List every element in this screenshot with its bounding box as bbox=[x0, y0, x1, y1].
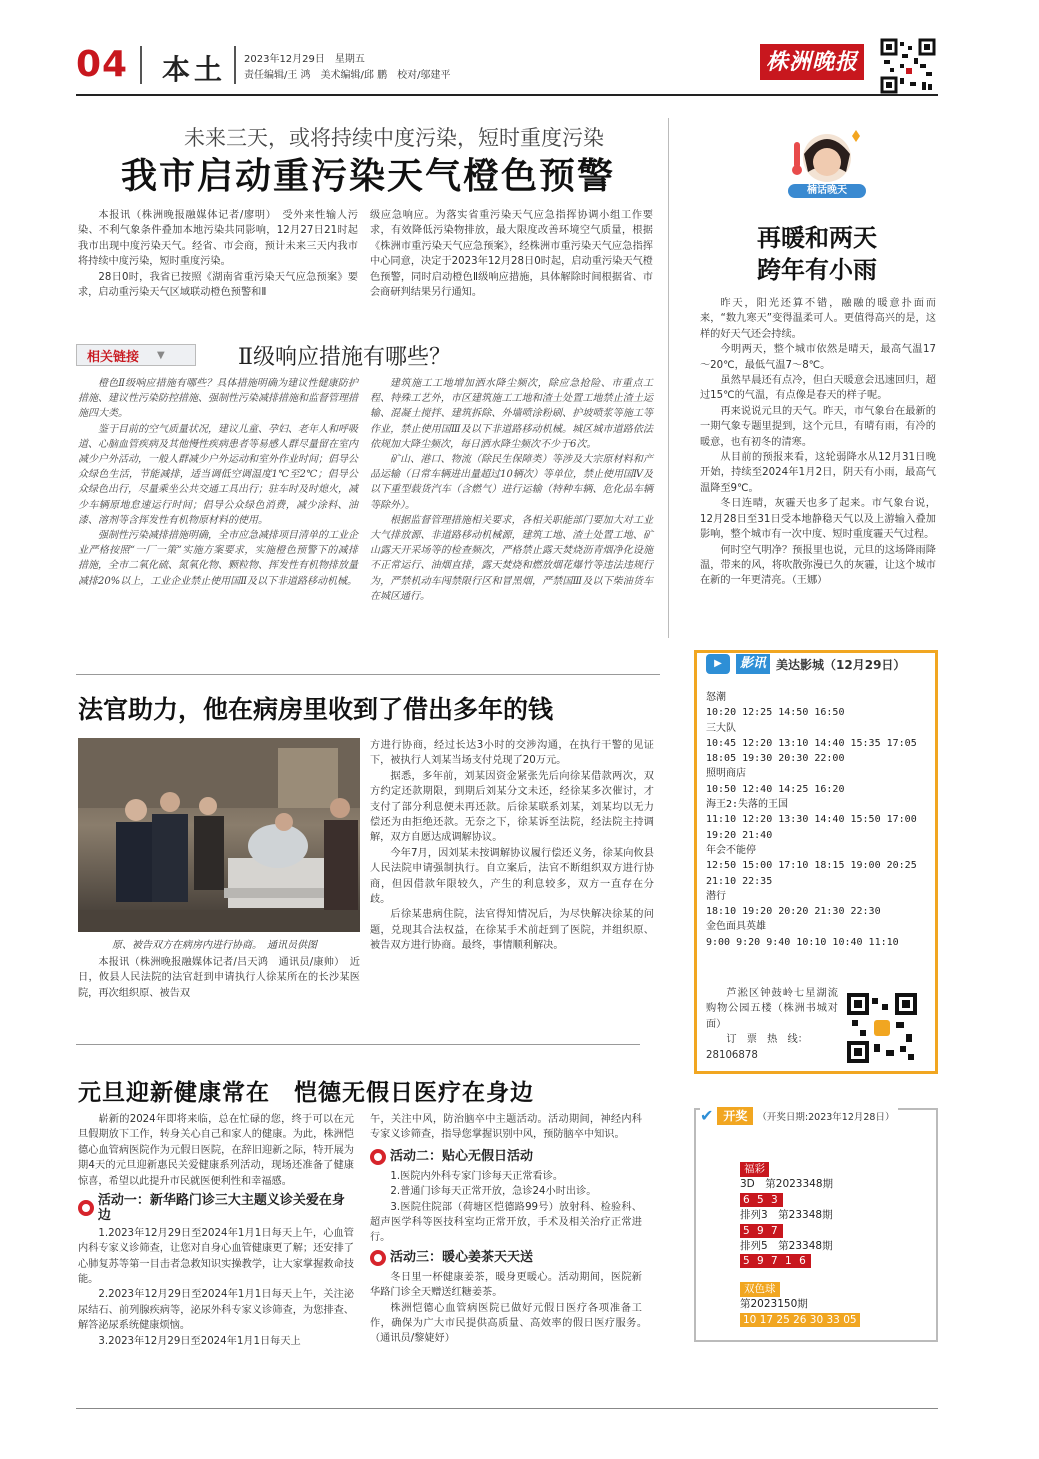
activity-2-title bbox=[370, 1149, 642, 1165]
film-times: 10:50 12:40 14:25 16:20 bbox=[706, 783, 845, 795]
lottery-pl3-label: 排列3 第23348期 bbox=[740, 1209, 833, 1222]
film-title: 照明商店 bbox=[706, 768, 746, 780]
related-title: Ⅱ级响应措施有哪些？ bbox=[238, 345, 451, 370]
weather-badge-label: 楠话晚天 bbox=[807, 185, 847, 196]
weather-paragraph: 虽然早晨还有点冷，但白天暖意会迅速回归，超过15℃的气温，有点像是春天的样子呢。 bbox=[700, 375, 936, 402]
film-camera-icon: ▶ bbox=[706, 654, 730, 674]
lead-paragraph: 28日0时，我省已按照《湖南省重污染天气应急预案》要求，启动重污染天气区域联动橙色预警和Ⅱ bbox=[78, 271, 358, 299]
health-col-2 bbox=[370, 1112, 663, 1347]
activity-3-item: 冬日里一杯健康姜茶，暖身更暖心。活动期间，医院新华路门诊全天赠送红糖姜茶。 bbox=[370, 1271, 642, 1299]
related-tag bbox=[76, 344, 196, 366]
health-paragraph: 午，关注中风，防治脑卒中主题活动。活动期间，神经内科专家义诊筛查，指导您掌握识别中风，预防脑卒中知识。 bbox=[370, 1114, 642, 1141]
related-paragraph: 鉴于目前的空气质量状况，建议儿童、孕妇、老年人和呼吸道、心脑血管疾病及其他慢性疾病患者等易感人群尽量留在室内减少户外活动，一般人群减少户外运动和室外作业时间；倡导公众绿色生活，节能减排，适当调低空调温度1℃至2℃；倡导公众绿色出行，尽量乘坐公共交通工具出行；驻车时及时熄火，减少车辆原地怠速运行时间；倡导公众绿色消费，减少涂料、油漆、溶剂等含挥发性有机物原材料的使用。 bbox=[78, 423, 358, 526]
activity-1-item: 1.2023年12月29日至2024年1月1日每天上午，心血管内科专家义诊筛查，让您对自身心血管健康更了解；还安排了心肺复苏等第一目击者急救知识实操教学，让大家掌握救命技能。 bbox=[78, 1227, 354, 1286]
film-title: 潜行 bbox=[706, 890, 726, 902]
court-paragraph: 方进行协商，经过长达3小时的交涉沟通，在执行干警的见证下，被执行人刘某当场支付兑现了20万元。 bbox=[370, 740, 654, 767]
film-times: 10:20 12:25 14:50 16:50 bbox=[706, 707, 845, 719]
masthead-divider bbox=[140, 46, 142, 84]
lead-title: 我市启动重污染天气橙色预警 bbox=[120, 155, 615, 197]
weather-paragraph: 从目前的预报来看，这轮弱降水从12月31日晚开始，持续至2024年1月2日，阴天有小雨，最高气温降至9℃。 bbox=[700, 452, 936, 494]
lead-col-1 bbox=[78, 208, 358, 300]
lottery-pl3-numbers: 5 9 7 bbox=[740, 1224, 783, 1238]
lottery-ssq-label: 第2023150期 bbox=[740, 1298, 808, 1311]
weather-badge-illustration bbox=[784, 124, 870, 206]
activity-2-item: 3.医院住院部（荷塘区恺德路99号）放射科、检验科、超声医学科等医技科室均正常开放，手术及相关治疗正常进行。 bbox=[370, 1201, 642, 1244]
court-paragraph: 本报讯（株洲晚报融媒体记者/吕天鸿 通讯员/康帅） 近日，攸县人民法院的法官赶到申请执行人徐某所在的长沙某医院，再次组织原、被告双 bbox=[78, 957, 360, 999]
weather-body bbox=[700, 296, 936, 589]
editors-line: 责任编辑/王 鸿 美术编辑/邱 鹏 校对/邬建平 bbox=[244, 70, 451, 81]
masthead-rule bbox=[76, 94, 938, 96]
paper-logo: 株洲晚报 bbox=[760, 44, 864, 80]
cinema-address: 芦淞区钟鼓岭七星湖流购物公园五楼（株洲书城对面） bbox=[706, 988, 838, 1030]
lottery-3d-label: 3D 第2023348期 bbox=[740, 1178, 834, 1191]
related-col-1 bbox=[78, 376, 358, 589]
section-rule bbox=[76, 674, 660, 675]
activity-3-item: 株洲恺德心血管病医院已做好元假日医疗各项准备工作，确保为广大市民提供高质量、高效率的假日医疗服务。 （通讯员/黎婕妤） bbox=[370, 1302, 663, 1345]
film-title: 怒潮 bbox=[706, 692, 726, 703]
lottery-badge: 开奖 bbox=[717, 1107, 753, 1125]
masthead-divider-2 bbox=[234, 46, 236, 84]
footer-rule bbox=[76, 1408, 938, 1409]
checkmark-icon: ✔ bbox=[700, 1106, 714, 1125]
lottery-header bbox=[700, 1106, 898, 1125]
related-tag-label: 相关链接 bbox=[87, 349, 140, 365]
lottery-3d-numbers: 6 5 3 bbox=[740, 1193, 783, 1207]
film-times: 10:45 12:20 13:10 14:40 15:35 17:05 18:05 19:30 20:30 22:00 bbox=[706, 737, 917, 765]
section-name: 本土 bbox=[162, 53, 227, 86]
cinema-badge: 影讯 bbox=[736, 654, 770, 674]
weather-title-line-1: 再暖和两天 bbox=[757, 223, 877, 252]
lottery-ssq-numbers: 10 17 25 26 30 33 05 bbox=[740, 1313, 860, 1327]
weather-title-line-2: 跨年有小雨 bbox=[757, 255, 877, 284]
qr-code-icon bbox=[846, 992, 918, 1064]
court-title: 法官助力，他在病房里收到了借出多年的钱 bbox=[78, 695, 554, 724]
court-right-col bbox=[370, 738, 654, 954]
court-paragraph: 今年7月，因刘某未按调解协议履行偿还义务，徐某向攸县人民法院申请强制执行。自立案后，法官不断组织双方进行协商，但因借款年限较久，产生的利息较多，双方一直存在分歧。 bbox=[370, 847, 654, 906]
activity-2-item: 1.医院内外科专家门诊每天正常看诊。 bbox=[390, 1170, 564, 1182]
showtimes-list bbox=[706, 690, 930, 950]
health-paragraph: 崭新的2024年即将来临，总在忙碌的您，终于可以在元旦假期放下工作，转身关心自己和家人的健康。为此，株洲恺德心血管病医院作为元假日医院，在辞旧迎新之际，特开展为期4天的元旦迎新惠民关爱健康系列活动，现场还准备了健康惊喜，希望以此提升市民就医便利性和幸福感。 bbox=[78, 1114, 354, 1187]
weather-paragraph: 今明两天，整个城市依然是晴天，最高气温17～20℃，最低气温7～8℃。 bbox=[700, 344, 936, 371]
court-paragraph: 后徐某患病住院，法官得知情况后，为尽快解决徐某的问题，兑现其合法权益，在徐某手术前赶到了医院，并组织原、被告双方进行协商。最终，事情顺利解决。 bbox=[370, 909, 654, 952]
lottery-pl5-label: 排列5 第23348期 bbox=[740, 1240, 833, 1253]
weather-paragraph: 何时空气明净？预报里也说，元旦的这场降雨降温，带来的风，将吹散弥漫已久的灰霾，让这个城市在新的一年更清亮。（王娜） bbox=[700, 544, 936, 587]
related-paragraph: 矿山、港口、物流（除民生保障类）等涉及大宗原材料和产品运输（日常车辆进出量超过10辆次）等单位，禁止使用国Ⅳ及以下重型载货汽车（含燃气）进行运输（特种车辆、危化品车辆等除外）。 bbox=[370, 454, 653, 511]
lottery-date: （开奖日期:2023年12月28日） bbox=[757, 1111, 895, 1123]
cinema-hotline-label: 订 票 热 线： bbox=[726, 1034, 808, 1046]
activity-1-item: 2.2023年12月29日至2024年1月1日每天上午，关注泌尿结石、前列腺疾病等，泌尿外科专家义诊筛查，为您排查、解答泌尿系统健康烦恼。 bbox=[78, 1289, 354, 1332]
activity-3-title bbox=[370, 1250, 642, 1266]
weather-paragraph: 昨天，阳光还算不错，融融的暖意扑面而来，“数九寒天”变得温柔可人。更值得高兴的是，这样的好天气还会持续。 bbox=[700, 298, 936, 340]
lead-paragraph: 本报讯（株洲晚报融媒体记者/廖明） 受外来性输人污染、不利气象条件叠加本地污染共同影响，12月27日21时起我市出现中度污染天气。经省、市会商，预计未来三天内我市将持续中度污染，短时重度污染。 bbox=[78, 210, 358, 268]
weather-paragraph: 再来说说元旦的天气。昨天，市气象台在最新的一期气象专题里提到，这个元旦，有晴有雨，有冷的暖意，也有初冬的清寒。 bbox=[700, 405, 936, 448]
cinema-name: 美达影城（12月29日） bbox=[776, 657, 906, 672]
related-paragraph: 根据监督管理措施相关要求，各相关职能部门要加大对工业大气排放源、非道路移动机械源，建筑工地、渣土处置工地、矿山露天开采场等的检查频次，严格禁止露天焚烧沥青烟净化设施不正常运行、油烟直排，露天焚烧和燃放烟花爆竹等违法违规行为，严禁机动车闯禁限行区和冒黑烟，严禁国Ⅲ及以下柴油货车在城区通行。 bbox=[370, 514, 653, 602]
qr-code-icon bbox=[880, 38, 936, 94]
activity-2-label: 活动二：贴心无假日活动 bbox=[390, 1149, 534, 1165]
lead-kicker: 未来三天，或将持续中度污染，短时重度污染 bbox=[184, 126, 604, 150]
cinema-header bbox=[706, 654, 905, 674]
page-number: 04 bbox=[76, 44, 129, 85]
section-rule bbox=[76, 1044, 640, 1045]
film-title: 海王2:失落的王国 bbox=[706, 799, 789, 811]
film-times: 18:10 19:20 20:20 21:30 22:30 bbox=[706, 906, 881, 918]
date-line: 2023年12月29日 星期五 bbox=[244, 54, 365, 65]
circle-bullet-icon bbox=[78, 1200, 94, 1216]
film-times: 12:50 15:00 17:10 18:15 19:00 20:25 21:10 22:35 bbox=[706, 860, 917, 887]
activity-1-title bbox=[78, 1193, 354, 1224]
activity-1-item: 3.2023年12月29日至2024年1月1日每天上 bbox=[98, 1335, 301, 1347]
circle-bullet-icon bbox=[370, 1149, 386, 1165]
fucai-tag: 福彩 bbox=[740, 1162, 769, 1177]
cinema-address-block bbox=[706, 986, 838, 1063]
related-paragraph: 建筑施工工地增加洒水降尘频次，除应急抢险、市重点工程、特殊工艺外，市区建筑施工工地和渣土处置工地禁止渣土运输、混凝土搅拌、建筑拆除、外墙喷涂粉刷、护坡喷浆等施工等作业，禁止使用国Ⅲ及以下非道路移动机械。城区城市道路依法依规加大降尘频次，每日洒水降尘频次不少于6次。 bbox=[370, 378, 653, 450]
lottery-pl5-numbers: 5 9 7 1 6 bbox=[740, 1254, 811, 1268]
ssq-tag: 双色球 bbox=[740, 1282, 780, 1297]
lottery-results bbox=[740, 1162, 860, 1328]
photo-caption: 原、被告双方在病房内进行协商。 通讯员供图 bbox=[112, 940, 317, 951]
related-col-2 bbox=[370, 376, 653, 604]
lead-paragraph: 级应急响应。为落实省重污染天气应急指挥协调小组工作要求，有效降低污染物排放，最大限度改善环境空气质量，根据《株洲市重污染天气应急预案》，经株洲市重污染天气应急指挥中心同意，决定于2023年12月28日0时起，启动重污染天气橙色预警，同时启动橙色Ⅱ级响应措施，具体解除时间根据省、市会商研判结果另行通知。 bbox=[370, 210, 653, 299]
cinema-hotline: 28106878 bbox=[706, 1049, 758, 1061]
court-left-col bbox=[78, 955, 360, 1001]
column-divider bbox=[668, 118, 669, 638]
weather-paragraph: 冬日连晴，灰霾天也多了起来。市气象台说，12月28日至31日受本地静稳天气以及上游输入叠加影响，整个城市有一次中度、短时重度霾天气过程。 bbox=[700, 498, 936, 541]
activity-1-label: 活动一：新华路门诊三大主题义诊关爱在身边 bbox=[97, 1193, 345, 1224]
activity-3-label: 活动三：暖心姜茶天天送 bbox=[390, 1250, 534, 1266]
related-paragraph: 强制性污染减排措施明确，全市应急减排项目清单的工业企业严格按照“一厂一策”实施方案要求，实施橙色预警下的减排措施，全市二氧化硫、氮氧化物、颗粒物、挥发性有机物排放量减排20%以上，工业企业禁止使用国Ⅱ及以下非道路移动机械。 bbox=[78, 530, 358, 587]
activity-2-item: 2.普通门诊每天正常开放，急诊24小时出诊。 bbox=[390, 1186, 597, 1198]
related-paragraph: 橙色Ⅱ级响应措施有哪些？具体措施明确为建议性健康防护措施、建议性污染防控措施、强制性污染减排措施和监督管理措施四大类。 bbox=[78, 378, 358, 420]
health-title: 元旦迎新健康常在 恺德无假日医疗在身边 bbox=[78, 1079, 534, 1106]
lead-col-2 bbox=[370, 208, 653, 300]
film-times: 11:10 12:20 13:30 14:40 15:50 17:00 19:20 21:40 bbox=[706, 814, 917, 841]
chevron-down-icon: ▼ bbox=[157, 349, 165, 361]
film-title: 三大队 bbox=[706, 722, 736, 734]
circle-bullet-icon bbox=[370, 1250, 386, 1266]
health-col-1 bbox=[78, 1112, 354, 1349]
film-title: 年会不能停 bbox=[706, 844, 756, 856]
court-paragraph: 据悉，多年前，刘某因资金紧张先后向徐某借款两次，双方约定还款期限，到期后刘某分文未还，经徐某多次催讨，才支付了部分利息便未再还款。后徐某联系刘某，刘某均以无力偿还为由拒绝还款。无奈之下，徐某诉至法院，经法院主持调解，双方自愿达成调解协议。 bbox=[370, 770, 654, 844]
hospital-photo bbox=[78, 738, 360, 932]
film-times: 9:00 9:20 9:40 10:10 10:40 11:10 bbox=[706, 936, 899, 948]
weather-title bbox=[700, 222, 934, 286]
film-title: 金色面具英雄 bbox=[706, 921, 766, 933]
